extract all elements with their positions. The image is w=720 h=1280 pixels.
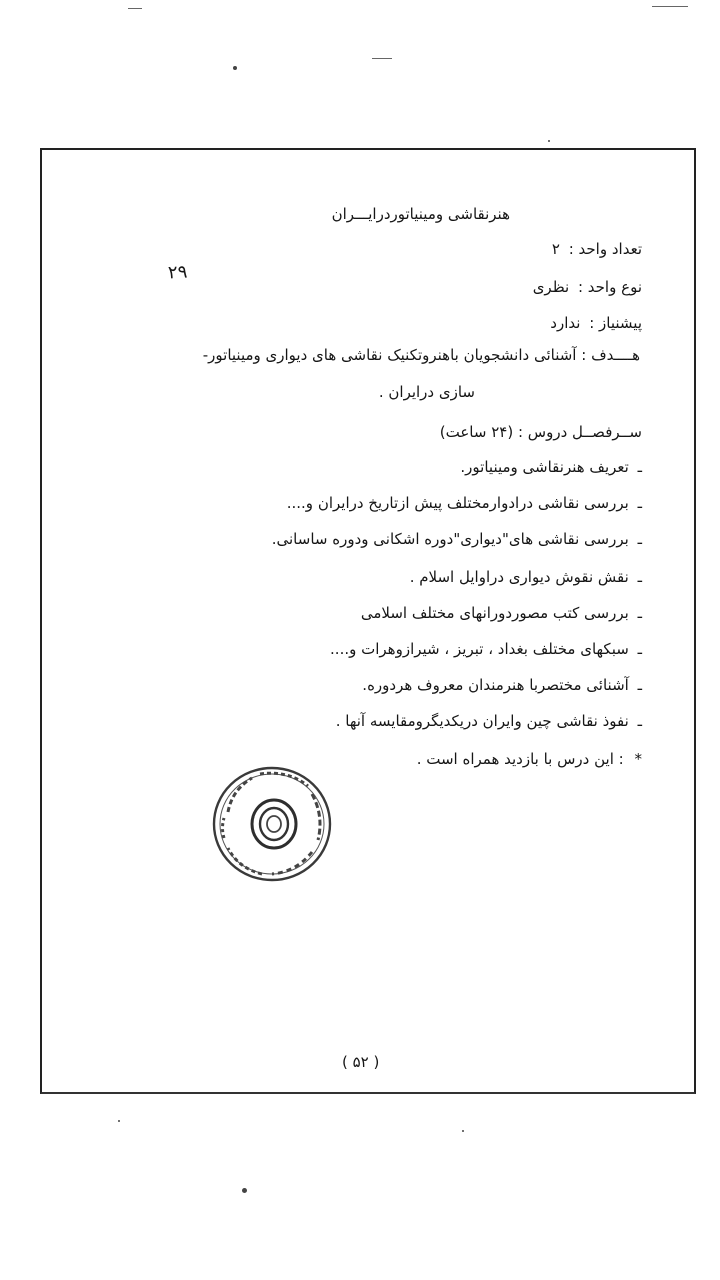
item-dash: ـ — [637, 640, 642, 658]
item-text: تعریف هنرنقاشی ومینیاتور. — [460, 458, 629, 476]
syllabus-item — [460, 458, 642, 476]
item-text: بررسی نقاشی های"دیواری"دوره اشکانی ودوره ساسانی. — [271, 530, 629, 548]
syllabus-heading — [440, 423, 642, 441]
scan-mark — [372, 58, 392, 59]
units-count-label: تعداد واحد : — [568, 240, 642, 258]
units-count-field — [552, 240, 642, 258]
prerequisite-label: پیشنیاز : — [589, 314, 642, 332]
official-seal-stamp — [208, 760, 336, 888]
item-dash: ـ — [637, 494, 642, 512]
unit-type-field — [533, 278, 642, 296]
syllabus-item — [410, 568, 642, 586]
goal-text: آشنائی دانشجویان باهنروتکنیک نقاشی های دیواری ومینیاتور- — [202, 346, 577, 364]
units-count-value: ۲ — [551, 240, 560, 258]
prerequisite-field — [550, 314, 642, 332]
goal-line — [203, 346, 640, 364]
syllabus-item — [272, 530, 642, 548]
scan-mark — [128, 8, 142, 9]
item-dash: ـ — [637, 676, 642, 694]
item-text: بررسی کتب مصوردورانهای مختلف اسلامی — [360, 604, 629, 622]
prerequisite-value: ندارد — [550, 314, 581, 332]
syllabus-label: ســرفصــل دروس : — [517, 423, 642, 441]
goal-label: هــــدف : — [581, 346, 640, 364]
note-text: : این درس با بازدید همراه است . — [416, 750, 624, 768]
goal-continuation: سازی درایران . — [378, 383, 475, 401]
item-text: سبکهای مختلف بغداد ، تبریز ، شیرازوهرات و.... — [330, 640, 629, 658]
item-text: بررسی نقاشی درادوارمختلف پیش ازتاریخ درایران و.... — [286, 494, 629, 512]
unit-type-label: نوع واحد : — [577, 278, 642, 296]
syllabus-item — [330, 640, 642, 658]
item-dash: ـ — [637, 568, 642, 586]
syllabus-item — [287, 494, 642, 512]
scan-speck — [242, 1188, 247, 1193]
syllabus-hours: (۲۴ ساعت) — [439, 423, 514, 441]
scan-speck — [462, 1130, 464, 1132]
item-text: آشنائی مختصربا هنرمندان معروف هردوره. — [362, 676, 629, 694]
item-text: نقش نقوش دیواری دراوایل اسلام . — [409, 568, 629, 586]
scan-speck — [548, 140, 550, 142]
syllabus-item — [361, 604, 642, 622]
item-dash: ـ — [637, 458, 642, 476]
note-star: * — [634, 750, 642, 768]
item-text: نفوذ نقاشی چین وایران دریکدیگرومقایسه آنها . — [335, 712, 629, 730]
document-title: هنرنقاشی ومینیاتوردرایـــران — [331, 205, 510, 223]
item-dash: ـ — [637, 530, 642, 548]
syllabus-item — [336, 712, 642, 730]
scan-speck — [233, 66, 237, 70]
item-dash: ـ — [637, 712, 642, 730]
unit-type-value: نظری — [532, 278, 570, 296]
scan-mark — [652, 6, 688, 7]
field-trip-note — [417, 750, 642, 768]
handwritten-number: ۲۹ — [167, 261, 188, 284]
page-number: ( ۵۲ ) — [342, 1053, 380, 1071]
scan-speck — [118, 1120, 120, 1122]
item-dash: ـ — [637, 604, 642, 622]
syllabus-item — [362, 676, 642, 694]
